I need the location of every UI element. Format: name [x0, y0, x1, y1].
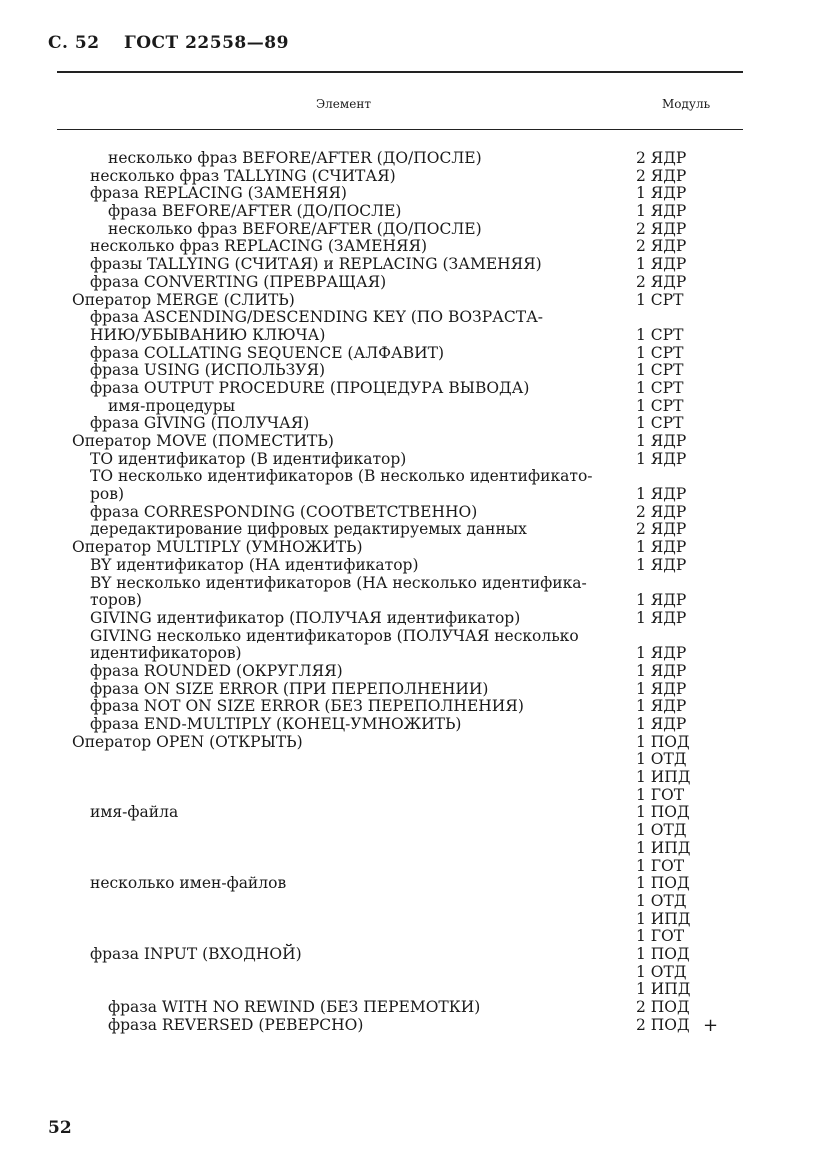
table-row: [0, 451, 827, 469]
table-row: [0, 592, 827, 610]
column-header-module: Модуль: [662, 97, 711, 111]
element-text: фраза COLLATING SEQUENCE (АЛФАВИТ): [90, 343, 445, 362]
module-value: 1 ЯДР: [636, 697, 687, 716]
element-text: фраза REPLACING (ЗАМЕНЯЯ): [90, 184, 347, 203]
module-value: 1 ПОД: [636, 732, 690, 751]
element-text: имя-файла: [90, 803, 179, 822]
table-row: [0, 645, 827, 663]
element-text: фраза NOT ON SIZE ERROR (БЕЗ ПЕРЕПОЛНЕНИЯ): [90, 697, 524, 716]
table-row: [0, 716, 827, 734]
module-value: 1 ГОТ: [636, 927, 685, 946]
page-label: С. 52: [48, 33, 100, 53]
module-value: 1 ЯДР: [636, 715, 687, 733]
module-value: 2 ЯДР: [636, 237, 687, 256]
table-row: [0, 486, 827, 504]
table-row: [0, 946, 827, 964]
change-mark: +: [703, 1014, 719, 1036]
element-text: фраза CORRESPONDING (СООТВЕТСТВЕННО): [90, 502, 478, 521]
element-text: несколько фраз REPLACING (ЗАМЕНЯЯ): [90, 237, 428, 256]
element-text: фраза INPUT (ВХОДНОЙ): [90, 944, 302, 963]
standard-title: ГОСТ 22558—89: [123, 33, 289, 53]
module-value: 1 ЯДР: [636, 202, 687, 221]
table-row: [0, 185, 827, 203]
table-row: [0, 734, 827, 752]
module-value: 1 ЯДР: [636, 555, 687, 574]
module-value: 2 ЯДР: [636, 520, 687, 539]
table-row: [0, 964, 827, 982]
table-row: [0, 309, 827, 327]
table-row: [0, 256, 827, 274]
module-value: 1 ИПД: [636, 980, 691, 999]
element-text: идентификаторов): [90, 644, 242, 663]
module-value: 1 СРТ: [636, 325, 684, 344]
module-value: 1 СРТ: [636, 378, 684, 397]
element-text: фраза REVERSED (РЕВЕРСНО): [108, 1015, 364, 1034]
module-value: 1 СРТ: [636, 396, 684, 415]
module-value: 2 ЯДР: [636, 149, 687, 167]
table-row: [0, 274, 827, 292]
table-row: [0, 345, 827, 363]
table-row: [0, 822, 827, 840]
module-value: 1 ЯДР: [636, 608, 687, 627]
page-number: 52: [48, 1118, 72, 1138]
table-row: [0, 840, 827, 858]
element-text: дередактирование цифровых редактируемых данных: [90, 520, 527, 539]
table-row: [0, 362, 827, 380]
module-value: 1 ОТД: [636, 962, 687, 981]
table-row: [0, 663, 827, 681]
table-row: [0, 787, 827, 805]
module-value: 2 ЯДР: [636, 272, 687, 291]
module-value: 1 СРТ: [636, 290, 684, 309]
table-row: [0, 575, 827, 593]
table-row: [0, 292, 827, 310]
module-value: 1 ИПД: [636, 909, 691, 928]
table-row: [0, 221, 827, 239]
module-value: 1 ЯДР: [636, 661, 687, 680]
module-value: 1 ПОД: [636, 944, 690, 963]
table-row: [0, 504, 827, 522]
element-text: GIVING несколько идентификаторов (ПОЛУЧАЯ несколько: [90, 626, 579, 645]
module-value: 1 СРТ: [636, 343, 684, 362]
table-row: [0, 610, 827, 628]
module-value: 1 СРТ: [636, 361, 684, 380]
module-value: 1 ЯДР: [636, 449, 687, 468]
element-text: фраза OUTPUT PROCEDURE (ПРОЦЕДУРА ВЫВОДА): [90, 378, 530, 397]
element-text: TO идентификатор (В идентификатор): [90, 449, 407, 468]
element-text: фраза WITH NO REWIND (БЕЗ ПЕРЕМОТКИ): [108, 998, 481, 1016]
table-row: [0, 521, 827, 539]
table-row: [0, 203, 827, 221]
header-rule: [57, 71, 743, 73]
module-value: 1 ЯДР: [636, 538, 687, 557]
module-value: 1 ИПД: [636, 838, 691, 857]
table-row: [0, 539, 827, 557]
element-text: фраза CONVERTING (ПРЕВРАЩАЯ): [90, 272, 387, 291]
element-text: несколько фраз BEFORE/AFTER (ДО/ПОСЛЕ): [108, 219, 482, 238]
module-value: 2 ЯДР: [636, 502, 687, 521]
module-value: 1 ЯДР: [636, 432, 687, 450]
table-row: [0, 698, 827, 716]
element-text: фраза GIVING (ПОЛУЧАЯ): [90, 414, 310, 433]
module-value: 1 ЯДР: [636, 255, 687, 274]
element-text: имя-процедуры: [108, 396, 236, 415]
element-text: несколько фраз BEFORE/AFTER (ДО/ПОСЛЕ): [108, 149, 482, 167]
module-value: 1 ОТД: [636, 750, 687, 769]
module-value: 1 СРТ: [636, 414, 684, 433]
table-row: [0, 981, 827, 999]
element-text: несколько фраз TALLYING (СЧИТАЯ): [90, 166, 396, 185]
element-text: GIVING идентификатор (ПОЛУЧАЯ идентификатор): [90, 608, 521, 627]
table-row: [0, 433, 827, 451]
table-row: [0, 681, 827, 699]
element-text: Оператор OPEN (ОТКРЫТЬ): [72, 732, 303, 751]
table-row: [0, 398, 827, 416]
table-row: [0, 415, 827, 433]
module-value: 1 ОТД: [636, 891, 687, 910]
table-row: [0, 168, 827, 186]
element-text: фраза ON SIZE ERROR (ПРИ ПЕРЕПОЛНЕНИИ): [90, 679, 489, 698]
element-text: НИЮ/УБЫВАНИЮ КЛЮЧА): [90, 325, 326, 344]
table-row: [0, 468, 827, 486]
module-value: 1 ЯДР: [636, 485, 687, 504]
table-row: [0, 1014, 827, 1036]
element-text: фраза ASCENDING/DESCENDING KEY (ПО ВОЗРАСТА-: [90, 308, 544, 327]
element-text: фраза ROUNDED (ОКРУГЛЯЯ): [90, 661, 343, 680]
module-value: 1 ГОТ: [636, 856, 685, 875]
module-value: 1 ЯДР: [636, 591, 687, 610]
element-text: Оператор MULTIPLY (УМНОЖИТЬ): [72, 538, 363, 557]
element-text: фраза USING (ИСПОЛЬЗУЯ): [90, 361, 326, 380]
element-text: Оператор MOVE (ПОМЕСТИТЬ): [72, 432, 334, 450]
column-header-element: Элемент: [316, 97, 371, 111]
module-value: 1 ЯДР: [636, 679, 687, 698]
table-row: [0, 893, 827, 911]
module-value: 1 ИПД: [636, 768, 691, 787]
element-text: фраза END-MULTIPLY (КОНЕЦ-УМНОЖИТЬ): [90, 715, 462, 733]
element-text: ров): [90, 485, 125, 504]
element-text: BY несколько идентификаторов (НА несколько идентифика-: [90, 573, 587, 592]
table-row: [0, 150, 827, 168]
module-value: 1 ЯДР: [636, 184, 687, 203]
module-value: 1 ГОТ: [636, 785, 685, 804]
table-row: [0, 804, 827, 822]
table-row: [0, 928, 827, 946]
table-row: [0, 911, 827, 929]
table-row: [0, 769, 827, 787]
page-header: [48, 33, 307, 53]
module-value: 1 ПОД: [636, 803, 690, 822]
element-text: торов): [90, 591, 142, 610]
element-text: TO несколько идентификаторов (В несколько идентификато-: [90, 467, 593, 486]
module-value: 2 ЯДР: [636, 166, 687, 185]
table-row: [0, 858, 827, 876]
module-value: 1 ПОД: [636, 874, 690, 893]
module-value: 2 ПОД: [636, 1015, 690, 1034]
table-row: [0, 628, 827, 646]
table-row: [0, 751, 827, 769]
table-row: [0, 327, 827, 345]
table-row: [0, 875, 827, 893]
module-value: 1 ЯДР: [636, 644, 687, 663]
element-table: [0, 150, 827, 1034]
element-text: несколько имен-файлов: [90, 874, 287, 893]
table-row: [0, 557, 827, 575]
element-text: Оператор MERGE (СЛИТЬ): [72, 290, 295, 309]
table-row: [0, 238, 827, 256]
module-value: 2 ПОД: [636, 998, 690, 1016]
element-text: фразы TALLYING (СЧИТАЯ) и REPLACING (ЗАМЕНЯЯ): [90, 255, 542, 274]
module-value: 1 ОТД: [636, 821, 687, 840]
element-text: BY идентификатор (НА идентификатор): [90, 555, 419, 574]
element-text: фраза BEFORE/AFTER (ДО/ПОСЛЕ): [108, 202, 402, 221]
column-header-rule: [57, 129, 743, 130]
table-row: [0, 380, 827, 398]
module-value: 2 ЯДР: [636, 219, 687, 238]
